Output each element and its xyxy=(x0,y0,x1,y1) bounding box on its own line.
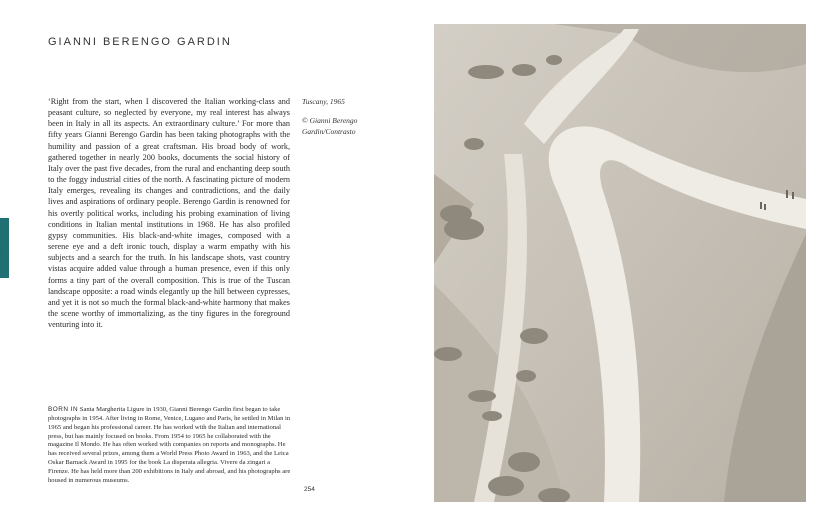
caption-credit: © Gianni Berengo Gardin/Contrasto xyxy=(302,116,358,136)
photo-caption xyxy=(302,96,364,145)
page-title: GIANNI BERENGO GARDIN xyxy=(48,36,232,48)
caption-title: Tuscany, 1965 xyxy=(302,97,345,106)
landscape-photo xyxy=(434,24,806,502)
page-number: 254 xyxy=(304,486,315,493)
section-label: TRAVEL xyxy=(0,232,6,262)
bio-text: Santa Margherita Ligure in 1930, Gianni Berengo Gardin first began to take photographs in 1954. After living in Rome, Venice, Lugano and Paris, he settled in Milan in 1965 and began his professional career. He has worked with the Italian and international press, but has mainly focused on books. From 1954 to 1965 he collaborated with the magazine Il Mondo. He has often worked with companies on reports and monographs. He has received several prizes, among them a World Press Photo Award in 1963, and the Leica Oskar Barnack Award in 1995 for the book La disperata allegria. Vivere da zingari a Firenze. He has held more than 200 exhibitions in Italy and abroad, and his photographs are housed in numerous museums. xyxy=(48,406,291,484)
bio-lead: BORN IN xyxy=(48,406,79,413)
body-text: ‘Right from the start, when I discovered the Italian working-class and peasant culture, so neglected by everyone, my real interest has always been in Italy in all its aspects. An extraordinary culture.’ For more than fifty years Gianni Berengo Gardin has been taking photographs with the humility and passion of a great craftsman. His broad body of work, gathered together in nearly 200 books, documents the social history of Italy over the past five decades, from the rural and enchanting deep south to the foggy industrial cities of the north. A fascinating picture of modern Italy emerges, revealing its changes and contradictions, and the daily lives and aspirations of ordinary people. Berengo Gardin is renowned for his overtly political works, including his probing examination of living conditions in Italian mental institutions in 1968. He has also profiled gypsy communities. His black-and-white images, composed with a serene eye and a deft ironic touch, display a warm empathy with his subjects and a search for the truth. In his landscape shots, vast country vistas acquire added value through a human presence, even if this only forms a tiny part of the overall composition. This is true of the Tuscan landscape opposite: a road winds elegantly up the hill between cypresses, and yet it is not so much the formal black-and-white harmony that makes the scene worthy of immortalizing, as the tiny figures in the foreground venturing into it. xyxy=(48,97,290,330)
biography xyxy=(48,406,292,486)
